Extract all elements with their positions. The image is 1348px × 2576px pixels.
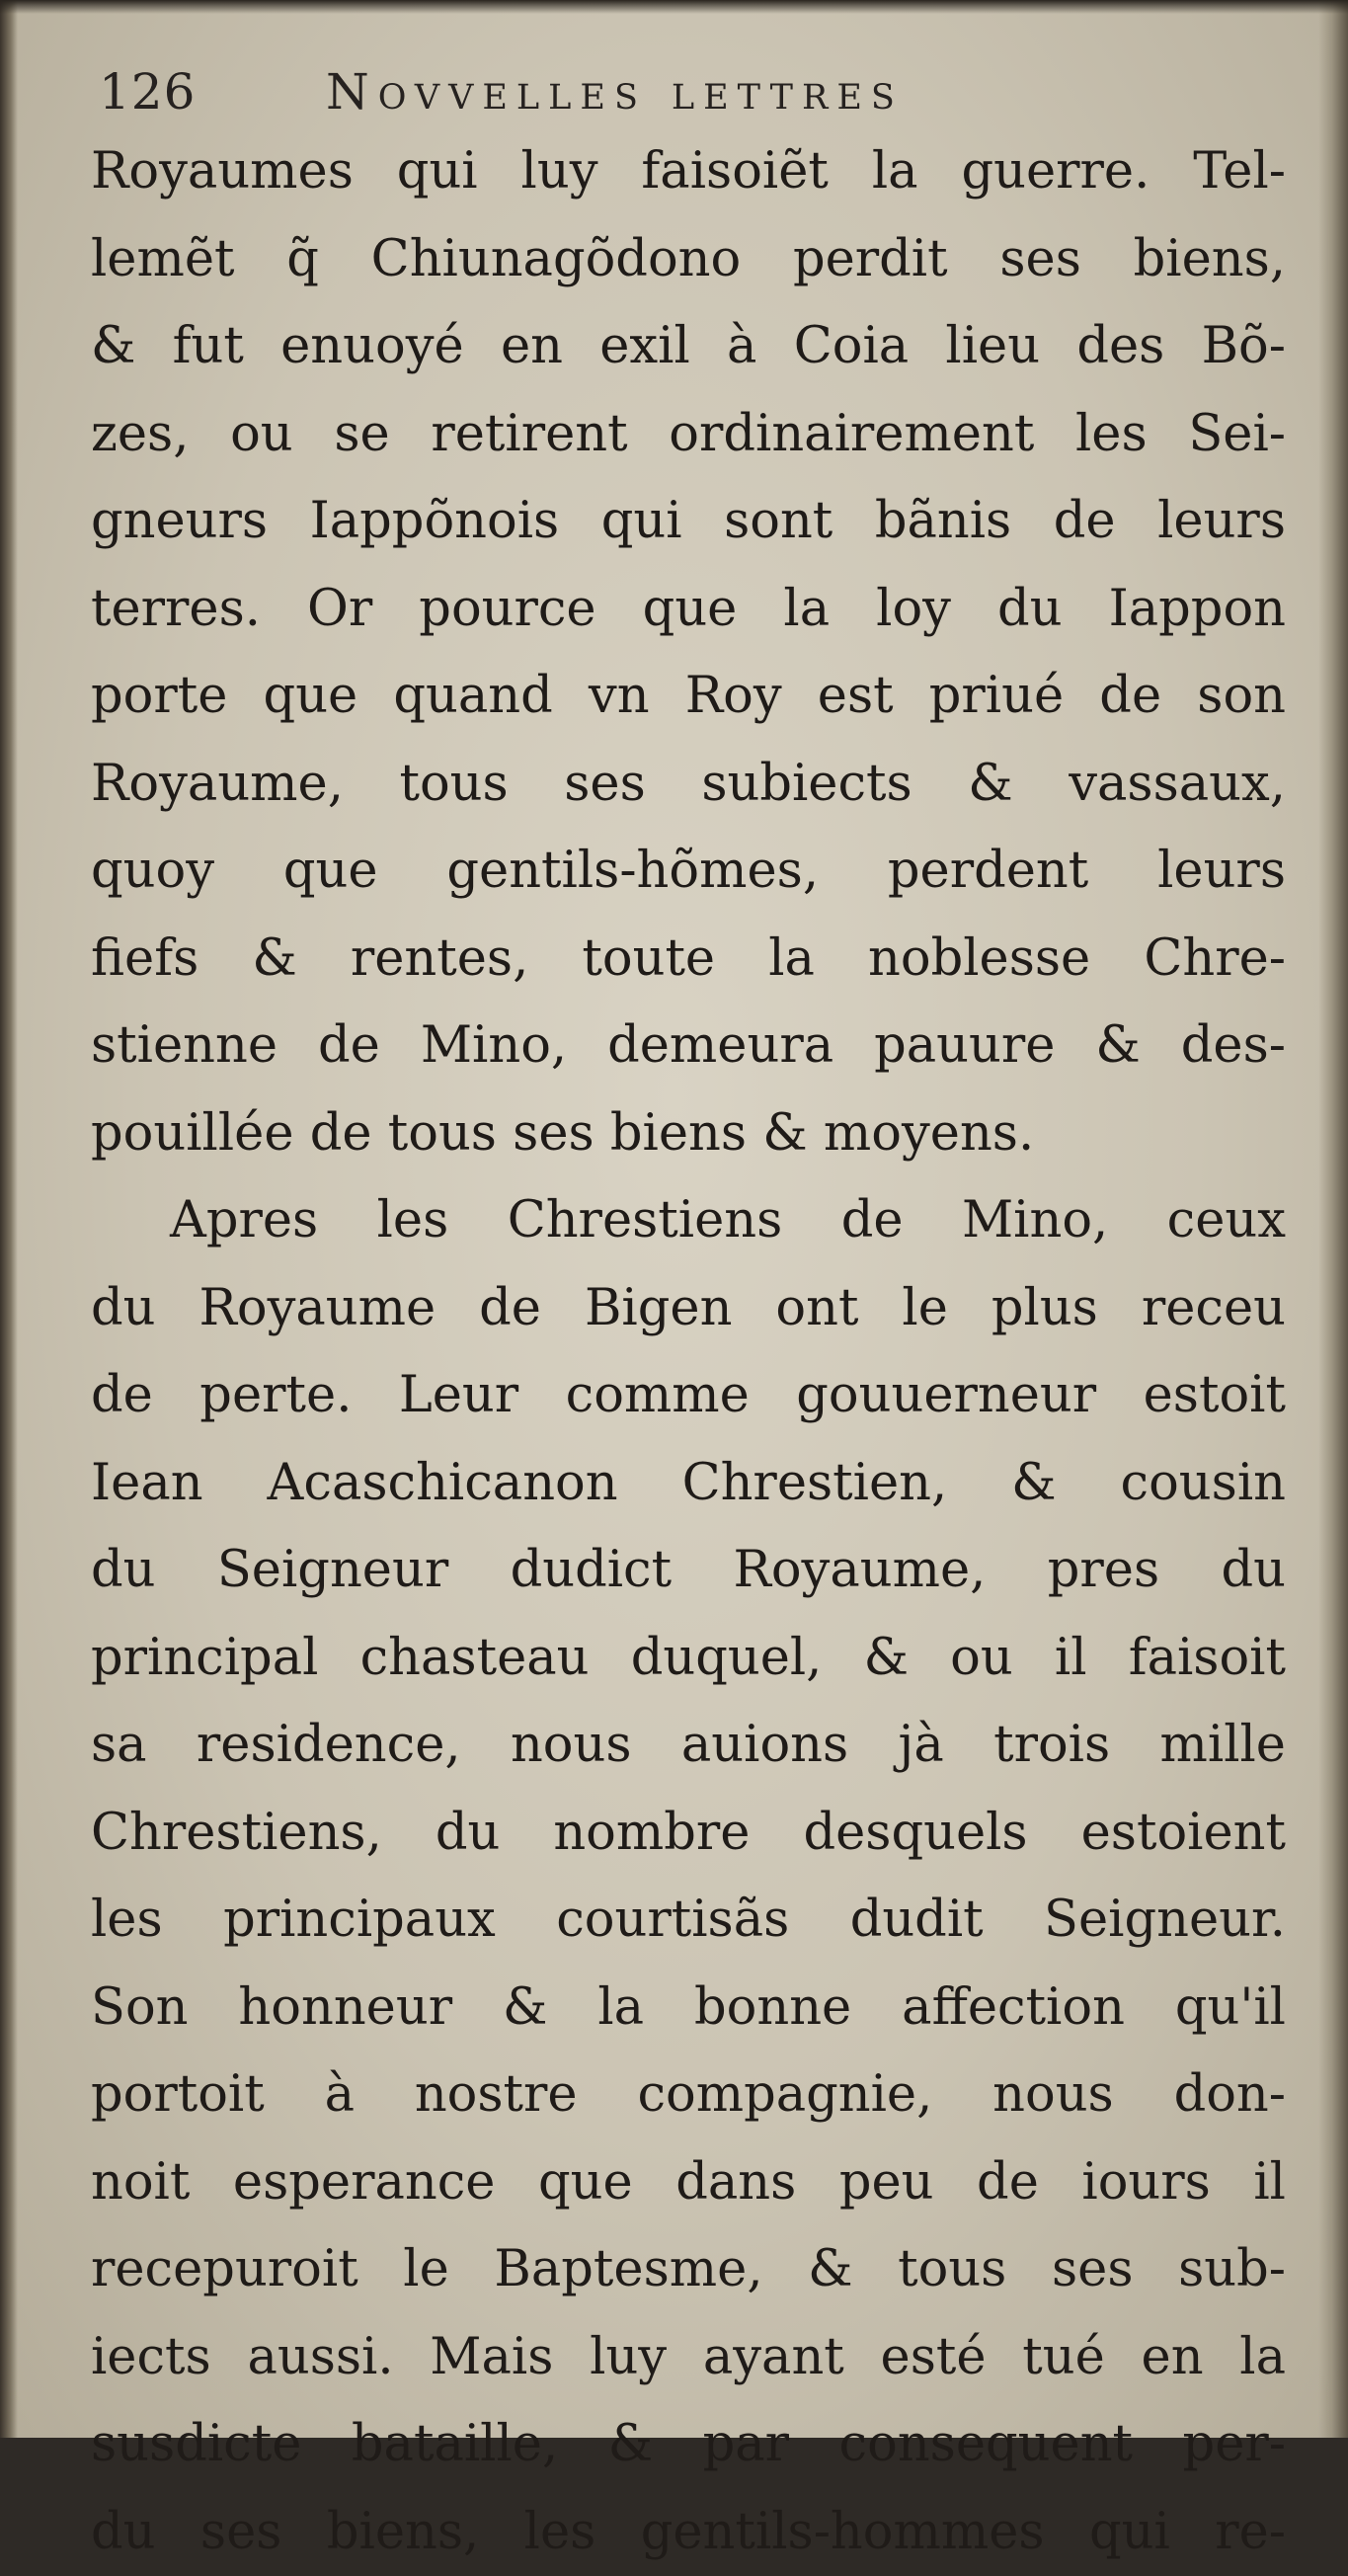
text-line: Son honneur & la bonne affection qu'il: [91, 1965, 1286, 2053]
page-number: 126: [99, 57, 196, 126]
text-line: du Royaume de Bigen ont le plus receu: [91, 1265, 1286, 1353]
text-line: sa residence, nous auions jà trois mille: [91, 1702, 1286, 1790]
text-line: lemẽt q̃ Chiunagõdono perdit ses biens,: [91, 216, 1286, 304]
page-left-edge-shadow: [0, 0, 18, 2438]
text-line: porte que quand vn Roy est priué de son: [91, 653, 1286, 741]
text-line: de perte. Leur comme gouuerneur estoit: [91, 1352, 1286, 1440]
text-line: iects aussi. Mais luy ayant esté tué en la: [91, 2314, 1286, 2402]
body-text: [91, 128, 1286, 2576]
text-line: Iean Acaschicanon Chrestien, & cousin: [91, 1440, 1286, 1528]
text-line: susdicte bataille, & par consequent per-: [91, 2401, 1286, 2489]
text-line: fiefs & rentes, toute la noblesse Chre-: [91, 916, 1286, 1004]
text-line: noit esperance que dans peu de iours il: [91, 2139, 1286, 2227]
running-head: [99, 57, 1146, 126]
text-line: Chrestiens, du nombre desquels estoient: [91, 1790, 1286, 1878]
text-line: les principaux courtisãs dudit Seigneur.: [91, 1877, 1286, 1965]
page-top-edge-shadow: [0, 0, 1348, 14]
text-line: principal chasteau duquel, & ou il faisoit: [91, 1615, 1286, 1703]
text-line: Royaume, tous ses subiects & vassaux,: [91, 741, 1286, 829]
text-line: terres. Or pource que la loy du Iappon: [91, 566, 1286, 654]
text-line: recepuroit le Baptesme, & tous ses sub-: [91, 2226, 1286, 2314]
paragraph-first-line: Apres les Chrestiens de Mino, ceux: [91, 1177, 1286, 1265]
page-right-edge-shadow: [1318, 0, 1348, 2438]
text-line: quoy que gentils-hõmes, perdent leurs: [91, 828, 1286, 916]
text-line: stienne de Mino, demeura pauure & des-: [91, 1003, 1286, 1090]
text-line: du Seigneur dudict Royaume, pres du: [91, 1527, 1286, 1615]
paragraph-last-line: pouillée de tous ses biens & moyens.: [91, 1090, 1286, 1178]
text-line: gneurs Iappõnois qui sont bãnis de leurs: [91, 478, 1286, 566]
text-line: & fut enuoyé en exil à Coia lieu des Bõ-: [91, 303, 1286, 391]
text-line: portoit à nostre compagnie, nous don-: [91, 2052, 1286, 2139]
running-title: Novvelles lettres: [326, 57, 904, 126]
text-line: du ses biens, les gentils-hommes qui re-: [91, 2489, 1286, 2576]
text-line: Royaumes qui luy faisoiẽt la guerre. Tel-: [91, 128, 1286, 216]
text-line: zes, ou se retirent ordinairement les Sei-: [91, 391, 1286, 479]
